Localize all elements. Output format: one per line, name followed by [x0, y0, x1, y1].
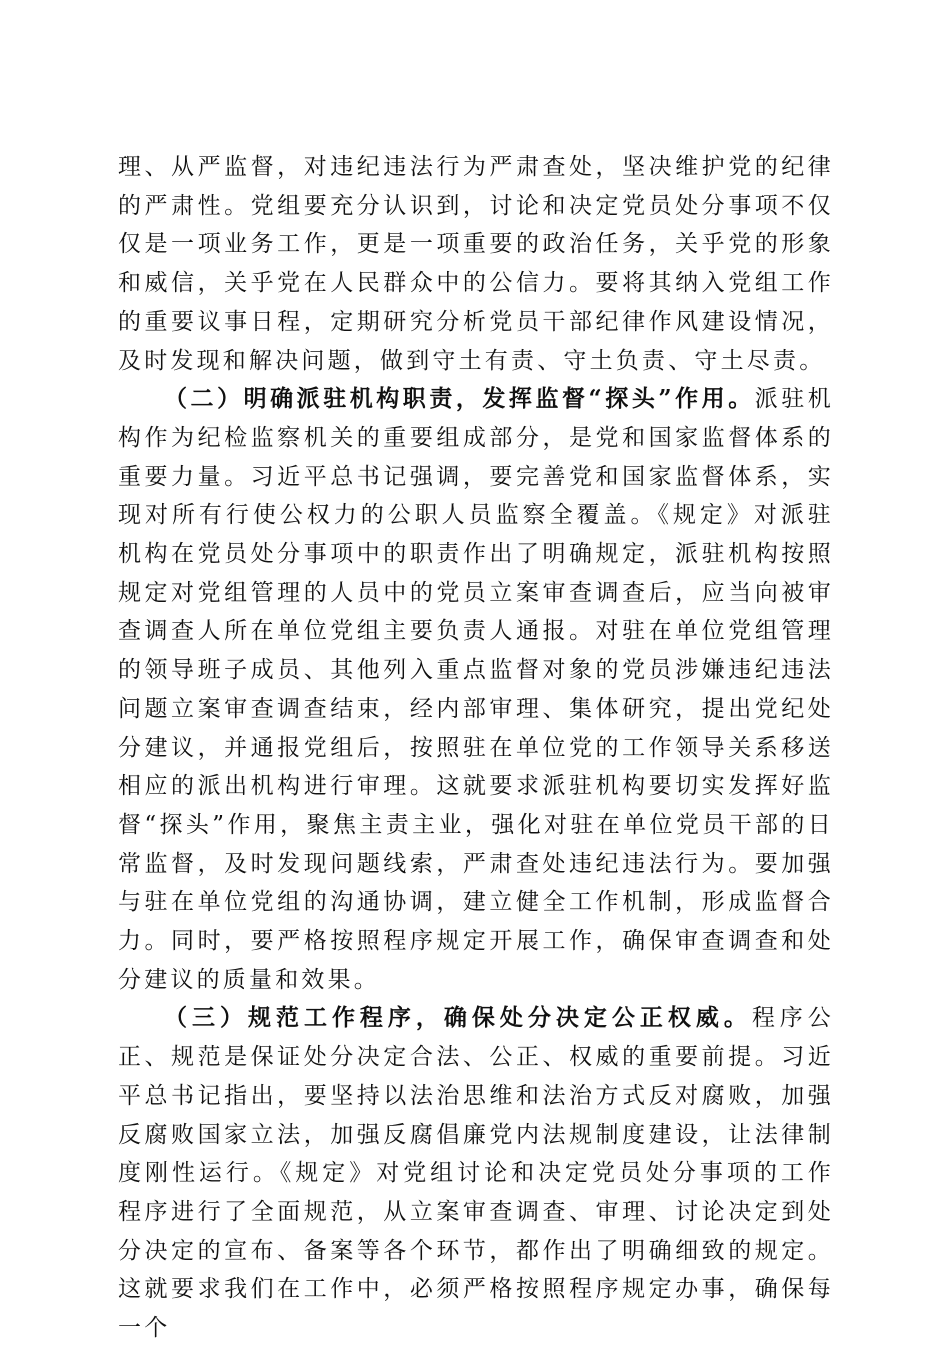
paragraph-section-3 [118, 999, 834, 1347]
section-2-heading: （二）明确派驻机构职责，发挥监督“探头”作用。 [164, 385, 755, 413]
paragraph-2-text: 派驻机构作为纪检监察机关的重要组成部分，是党和国家监督体系的重要力量。习近平总书记强调，要完善党和国家监督体系，实现对所有行使公权力的公职人员监察全覆盖。《规定》对派驻机构在党员处分事项中的职责作出了明确规定，派驻机构按照规定对党组管理的人员中的党员立案审查调查后，应当向被审查调查人所在单位党组主要负责人通报。对驻在单位党组管理的领导班子成员、其他列入重点监督对象的党员涉嫌违纪违法问题立案审查调查结束，经内部审理、集体研究，提出党纪处分建议，并通报党组后，按照驻在单位党的工作领导关系移送相应的派出机构进行审理。这就要求派驻机构要切实发挥好监督“探头”作用，聚焦主责主业，强化对驻在单位党员干部的日常监督，及时发现问题线索，严肃查处违纪违法行为。要加强与驻在单位党组的沟通协调，建立健全工作机制，形成监督合力。同时，要严格按照程序规定开展工作，确保审查调查和处分建议的质量和效果。 [118, 386, 835, 993]
paragraph-3-text: 程序公正、规范是保证处分决定合法、公正、权威的重要前提。习近平总书记指出，要坚持以法治思维和法治方式反对腐败，加强反腐败国家立法，加强反腐倡廉党内法规制度建设，让法律制度刚性运行。《规定》对党组讨论和决定党员处分事项的工作程序进行了全面规范，从立案审查调查、审理、讨论决定到处分决定的宣布、备案等各个环节，都作出了明确细致的规定。这就要求我们在工作中，必须严格按照程序规定办事，确保每一个 [118, 1005, 834, 1342]
section-3-heading: （三）规范工作程序，确保处分决定公正权威。 [164, 1004, 752, 1032]
document-body [118, 148, 834, 1348]
paragraph-continuation [118, 148, 834, 380]
paragraph-section-2 [118, 380, 834, 999]
paragraph-1-text: 理、从严监督，对违纪违法行为严肃查处，坚决维护党的纪律的严肃性。党组要充分认识到，讨论和决定党员处分事项不仅仅是一项业务工作，更是一项重要的政治任务，关乎党的形象和威信，关乎党在人民群众中的公信力。要将其纳入党组工作的重要议事日程，定期研究分析党员干部纪律作风建设情况，及时发现和解决问题，做到守土有责、守土负责、守土尽责。 [118, 154, 834, 374]
